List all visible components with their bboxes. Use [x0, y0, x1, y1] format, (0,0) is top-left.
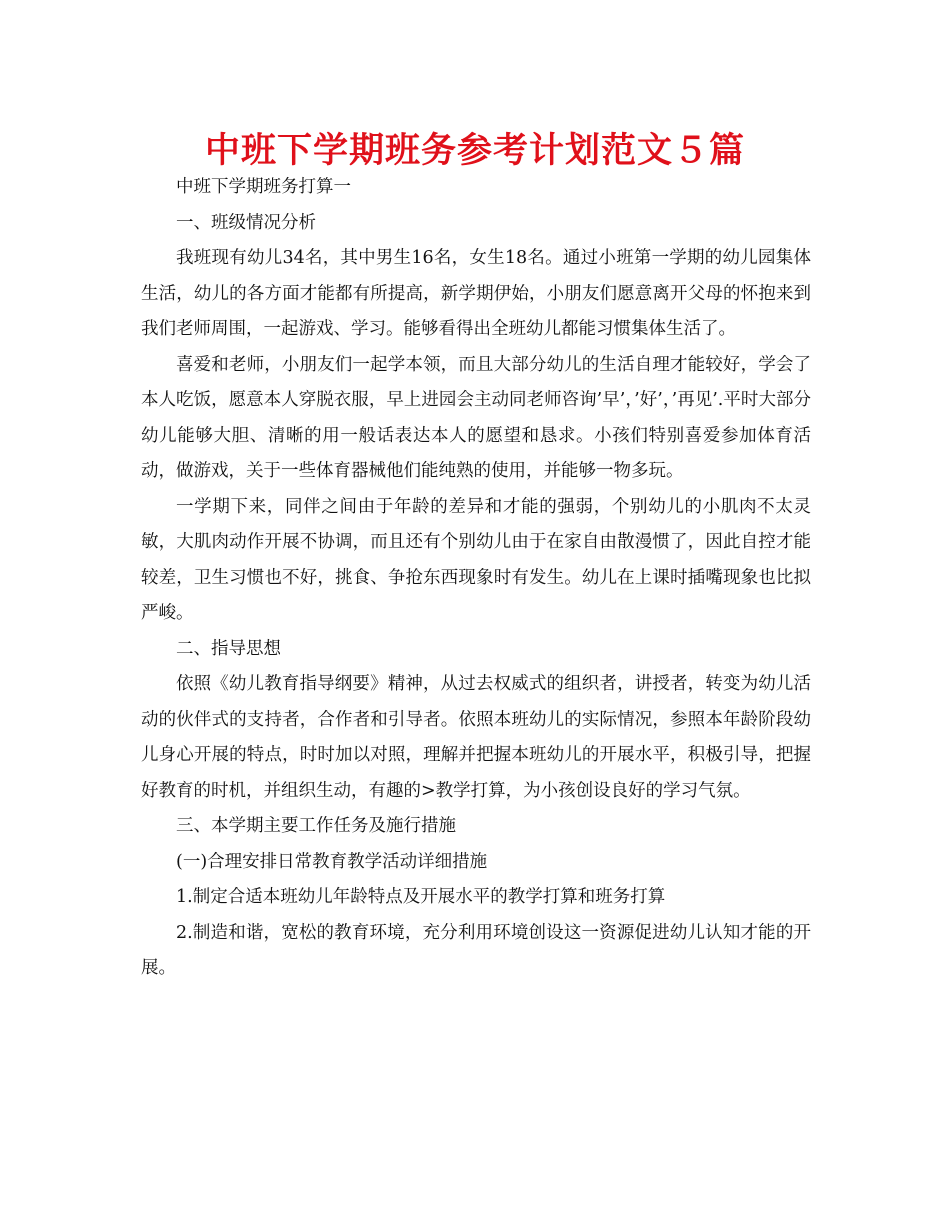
list-item: 1.制定合适本班幼儿年龄特点及开展水平的教学打算和班务打算 — [176, 887, 666, 907]
section-heading: 二、指导思想 — [176, 638, 281, 659]
list-item: 2.制造和谐，宽松的教育环境，充分利用环境创设这一资源促进幼儿认知才能的开展。 — [141, 922, 811, 978]
body-paragraph: 一学期下来，同伴之间由于年龄的差异和才能的强弱，个别幼儿的小肌肉不太灵敏，大肌肉动作开展不协调，而且还有个别幼儿由于在家自由散漫惯了，因此自控才能较差，卫生习惯也不好，挑食、争抢东西现象时有发生。幼儿在上课时插嘴现象也比拟严峻。 — [141, 496, 811, 623]
body-paragraph: 喜爱和老师，小朋友们一起学本领，而且大部分幼儿的生活自理才能较好，学会了本人吃饭，愿意本人穿脱衣服，早上进园会主动同老师咨询’早’，’好’，’再见’.平时大部分幼儿能够大胆、清晰的用一般话表达本人的愿望和恳求。小孩们特别喜爱参加体育活动，做游戏，关于一些体育器械他们能纯熟的使用，并能够一物多玩。 — [141, 354, 811, 481]
section-heading: 三、本学期主要工作任务及施行措施 — [176, 816, 456, 836]
subsection-heading: (一)合理安排日常教育教学活动详细措施 — [176, 851, 488, 872]
document-title: 中班下学期班务参考计划范文５篇 — [204, 131, 745, 171]
body-paragraph: 我班现有幼儿34名，其中男生16名，女生18名。通过小班第一学期的幼儿园集体生活，幼儿的各方面才能都有所提高，新学期伊始，小朋友们愿意离开父母的怀抱来到我们老师周围，一起游戏、学习。能够看得出全班幼儿都能习惯集体生活了。 — [141, 248, 811, 339]
document-body — [141, 170, 811, 987]
body-paragraph: 依照《幼儿教育指导纲要》精神，从过去权威式的组织者，讲授者，转变为幼儿活动的伙伴式的支持者，合作者和引导者。依照本班幼儿的实际情况，参照本年龄阶段幼儿身心开展的特点，时时加以对照，理解并把握本班幼儿的开展水平，积极引导，把握好教育的时机，并组织生动，有趣的>教学打算，为小孩创设良好的学习气氛。 — [141, 674, 811, 801]
section-heading: 一、班级情况分析 — [176, 212, 316, 233]
section-heading: 中班下学期班务打算一 — [176, 177, 351, 197]
